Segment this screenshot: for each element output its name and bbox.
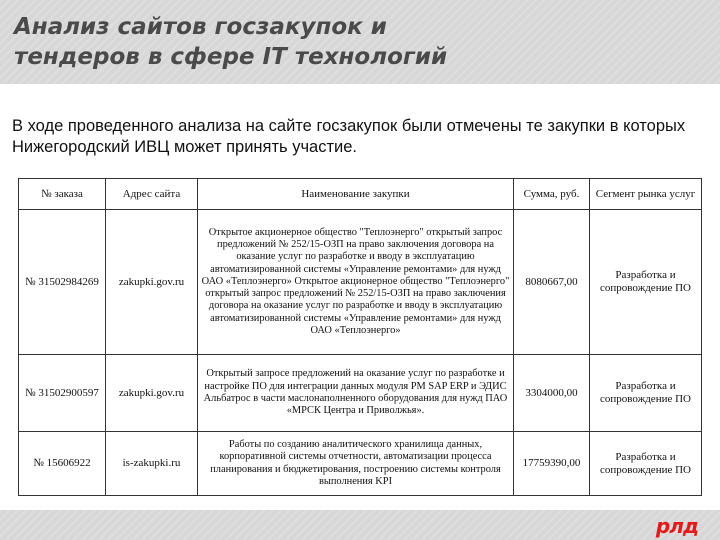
purchase-sum: 17759390,00	[514, 432, 590, 496]
header-site: Адрес сайта	[106, 179, 198, 210]
header-segment: Сегмент рынка услуг	[590, 179, 702, 210]
order-number: № 31502900597	[19, 355, 106, 432]
site-address: zakupki.gov.ru	[106, 355, 198, 432]
table-row	[19, 432, 702, 496]
title-line-1: Анализ сайтов госзакупок и	[14, 14, 387, 40]
procurement-table	[18, 178, 702, 496]
intro-text: В ходе проведенного анализа на сайте госзакупок были отмечены те закупки в которых Нижегородский ИВЦ может принять участие.	[12, 117, 686, 156]
slide-footer	[0, 510, 720, 540]
purchase-sum: 8080667,00	[514, 210, 590, 355]
rzd-logo: рлд	[655, 514, 698, 538]
site-address: is-zakupki.ru	[106, 432, 198, 496]
market-segment: Разработка и сопровождение ПО	[590, 210, 702, 355]
header-name: Наименование закупки	[198, 179, 514, 210]
slide-header	[0, 0, 720, 84]
table-row	[19, 355, 702, 432]
order-number: № 15606922	[19, 432, 106, 496]
slide-title	[14, 12, 447, 72]
purchase-name: Открытый запросе предложений на оказание услуг по разработке и настройке ПО для интеграции данных модуля PM SAP ERP и ЭДИС Альбатрос в части маслонаполненного оборудования для нужд ПАО «МРСК Центра и Приволжья».	[198, 355, 514, 432]
header-sum: Сумма, руб.	[514, 179, 590, 210]
table-header-row	[19, 179, 702, 210]
title-line-2: тендеров в сфере IT технологий	[14, 44, 448, 70]
header-order: № заказа	[19, 179, 106, 210]
table-row	[19, 210, 702, 355]
order-number: № 31502984269	[19, 210, 106, 355]
purchase-sum: 3304000,00	[514, 355, 590, 432]
site-address: zakupki.gov.ru	[106, 210, 198, 355]
market-segment: Разработка и сопровождение ПО	[590, 355, 702, 432]
market-segment: Разработка и сопровождение ПО	[590, 432, 702, 496]
purchase-name: Работы по созданию аналитического хранилища данных, корпоративной системы отчетности, автоматизации процесса планирования и бюджетирования, построению системы контроля выполнения KPI	[198, 432, 514, 496]
purchase-name: Открытое акционерное общество "Теплоэнерго" открытый запрос предложений № 252/15-ОЗП на право заключения договора на оказание услуг по разработке и вводу в эксплуатацию автоматизированной системы «Управление ремонтами» для нужд ОАО «Теплоэнерго» Открытое акционерное общество "Теплоэнерго" открытый запрос предложений № 252/15-ОЗП на право заключения договора на оказание услуг по разработке и вводу в эксплуатацию автоматизированной системы «Управление ремонтами» для нужд ОАО «Теплоэнерго»	[198, 210, 514, 355]
